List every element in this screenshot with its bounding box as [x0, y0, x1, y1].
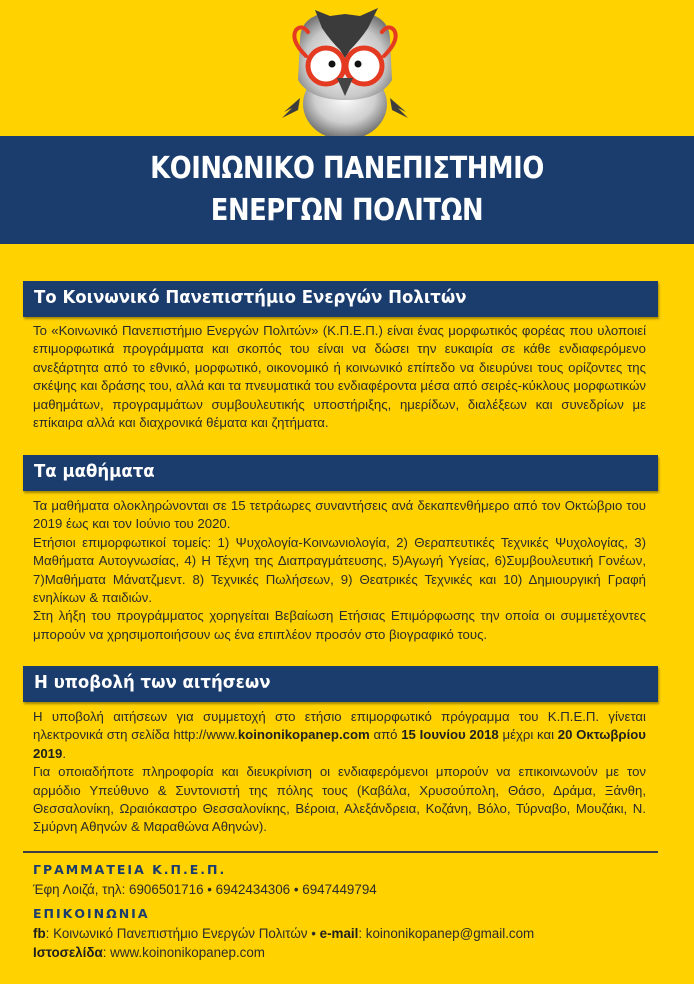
- contact-fb-email-line: [33, 926, 534, 941]
- contact-heading: ΕΠΙΚΟΙΝΩΝΙΑ: [33, 906, 150, 921]
- fb-label: fb: [33, 926, 46, 941]
- date-to: 20 Οκτωβρίου 2019: [33, 727, 646, 761]
- owl-logo-icon: [270, 0, 420, 138]
- secretariat-heading: ΓΡΑΜΜΑΤΕΙΑ Κ.Π.Ε.Π.: [33, 862, 227, 877]
- date-from: 15 Ιουνίου 2018: [401, 727, 499, 743]
- banner-title-line2: ΕΝΕΡΓΩΝ ΠΟΛΙΤΩΝ: [210, 193, 484, 228]
- website-label: Ιστοσελίδα: [33, 945, 103, 960]
- courses-paragraph-fields: Ετήσιοι επιμορφωτικοί τομείς: 1) Ψυχολογία-Κοινωνιολογία, 2) Θεραπευτικές Τεχνικές Ψυχολογίας, 3) Μαθήματα Αυτογνωσίας, 4) Η Τέχνη της Διαπραγμάτευσης, 5)Αγωγή Υγείας, 6)Συμβουλευτική Γονέων, 7)Μαθήματα Μάνατζμεντ. 8) Τεχνικές Πωλήσεων, 9) Θεατρικές Τεχνικές και 10) Δημιουργική Γραφή ενηλίκων & παιδιών.: [33, 534, 646, 606]
- contact-website-line: [33, 945, 265, 960]
- email-label: e-mail: [319, 926, 359, 941]
- courses-paragraph-certificate: Στη λήξη του προγράμματος χορηγείται Βεβαίωση Ετήσιας Επιμόρφωσης την οποία οι συμμετέχοντες μπορούν να χρησιμοποιήσουν ως ένα επιπλέον προσόν στο βιογραφικό τους.: [33, 608, 646, 642]
- applications-text: Η υποβολή αιτήσεων για συμμετοχή στο ετήσιο επιμορφωτικό πρόγραμμα του Κ.Π.Ε.Π. γίνεται ηλεκτρονικά στη σελίδα http://www.: [33, 709, 646, 743]
- fb-value[interactable]: : Κοινωνικό Πανεπιστήμιο Ενεργών Πολιτών •: [45, 926, 320, 941]
- website-value[interactable]: : www.koinonikopanep.com: [102, 945, 265, 960]
- applications-paragraph-contact: Για οποιαδήποτε πληροφορία και διευκρίνιση οι ενδιαφερόμενοι μπορούν να επικοινωνούν με τον αρμόδιο Υπεύθυνο & Συντονιστή της πόλης τους (Καβάλα, Χρυσούπολη, Θάσο, Δράμα, Ξάνθη, Θεσσαλονίκη, Ωραιόκαστρο Θεσσαλονίκης, Βέροια, Αλεξάνδρεια, Κοζάνη, Βόλο, Τύρναβο, Μουζάκι, Ν. Σμύρνη Αθηνών & Μαραθώνα Αθηνών).: [33, 764, 646, 835]
- section-body-about: [33, 322, 646, 432]
- section-title-courses: Τα μαθήματα: [34, 461, 155, 482]
- section-body-applications: [33, 708, 646, 837]
- about-paragraph: Το «Κοινωνικό Πανεπιστήμιο Ενεργών Πολιτών» (Κ.Π.Ε.Π.) είναι ένας μορφωτικός φορέας που υλοποιεί επιμορφωτικά προγράμματα και σκοπός του είναι να δώσει την ευκαιρία σε κάθε ενδιαφερόμενο ανεξάρτητα από το εθνικό, μορφωτικό, οικονομικό ή κοινωνικό επίπεδο να διευρύνει τους ορίζοντες της σκέψης και δράσης του, αλλά και τα πνευματικά του ενδιαφέροντα μέσα από σειρές-κύκλους μορφωτικών μαθημάτων, προγραμμάτων συμβουλευτικής υποστήριξης, ημερίδων, διαλέξεων και συνεδρίων με επίκαιρα αλλά και διαχρονικά θέματα και ζητήματα.: [33, 323, 646, 431]
- section-title-applications: Η υποβολή των αιτήσεων: [34, 672, 271, 693]
- section-body-courses: [33, 497, 646, 644]
- section-header-courses: [23, 455, 658, 491]
- section-header-applications: [23, 666, 658, 702]
- courses-paragraph-schedule: Τα μαθήματα ολοκληρώνονται σε 15 τετράωρες συναντήσεις ανά δεκαπενθήμερο από τον Οκτώβριο του 2019 έως και τον Ιούνιο του 2020.: [33, 498, 646, 532]
- banner-title-line1: ΚΟΙΝΩΝΙΚΟ ΠΑΝΕΠΙΣΤΗΜΙΟ: [150, 151, 544, 186]
- applications-text: .: [62, 745, 67, 761]
- applications-text: μέχρι και: [498, 727, 558, 743]
- applications-paragraph-dates: [33, 708, 646, 763]
- email-value[interactable]: : koinonikopanep@gmail.com: [358, 926, 535, 941]
- secretariat-phones: Έφη Λοιζά, τηλ: 6906501716 • 6942434306 • 6947449794: [33, 882, 377, 897]
- website-domain-link[interactable]: koinonikopanep.com: [237, 727, 370, 743]
- section-header-about: [23, 281, 658, 317]
- footer-divider: [23, 851, 658, 853]
- applications-text: από: [369, 727, 402, 743]
- title-banner: [0, 136, 694, 244]
- section-title-about: Το Κοινωνικό Πανεπιστήμιο Ενεργών Πολιτών: [34, 287, 467, 308]
